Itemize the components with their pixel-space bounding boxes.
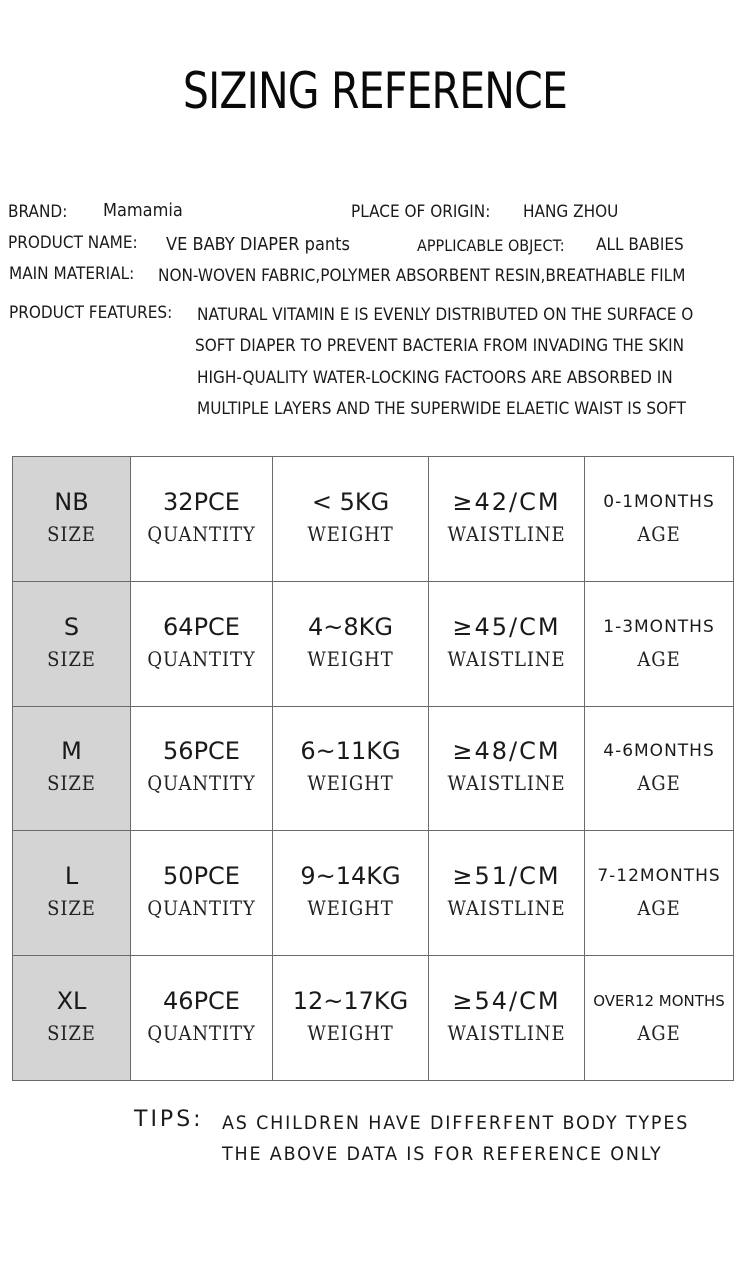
age-label: AGE — [637, 896, 681, 921]
waist-value: ≥51/CM — [452, 862, 561, 891]
waist-value: ≥48/CM — [452, 737, 561, 766]
age-label: AGE — [637, 646, 681, 671]
size-cell — [13, 581, 131, 706]
quantity-cell — [131, 956, 273, 1081]
waist-label: WAISTLINE — [447, 896, 566, 921]
size-value: XL — [56, 987, 87, 1016]
age-value: 4-6MONTHS — [603, 741, 715, 762]
age-label: AGE — [637, 1021, 681, 1046]
waist-label: WAISTLINE — [447, 771, 566, 796]
age-cell — [585, 831, 734, 956]
weight-value: 6~11KG — [300, 737, 401, 766]
age-cell — [585, 457, 734, 582]
weight-label: WEIGHT — [307, 521, 394, 546]
origin-value: HANG ZHOU — [523, 202, 619, 222]
weight-value: 12~17KG — [292, 987, 409, 1016]
features-line: NATURAL VITAMIN E IS EVENLY DISTRIBUTED ON THE SURFACE O — [197, 305, 694, 325]
weight-value: 4~8KG — [308, 612, 393, 641]
size-label: SIZE — [47, 896, 96, 921]
quantity-cell — [131, 457, 273, 582]
age-value: OVER12 MONTHS — [593, 992, 725, 1011]
size-label: SIZE — [47, 521, 96, 546]
waist-label: WAISTLINE — [447, 646, 566, 671]
age-value: 7-12MONTHS — [597, 866, 721, 887]
product-name-value: VE BABY DIAPER pants — [166, 234, 350, 255]
tips-line: THE ABOVE DATA IS FOR REFERENCE ONLY — [222, 1143, 663, 1165]
size-label: SIZE — [47, 771, 96, 796]
table-row — [13, 457, 734, 582]
weight-cell — [273, 581, 429, 706]
quantity-value: 50PCE — [163, 862, 240, 891]
quantity-label: QUANTITY — [147, 646, 256, 671]
quantity-value: 46PCE — [163, 987, 240, 1016]
age-cell — [585, 581, 734, 706]
features-line: SOFT DIAPER TO PREVENT BACTERIA FROM INVADING THE SKIN — [195, 336, 685, 356]
waist-cell — [429, 831, 585, 956]
size-value: L — [64, 862, 79, 891]
weight-cell — [273, 831, 429, 956]
quantity-value: 32PCE — [163, 487, 240, 516]
page-title: SIZING REFERENCE — [182, 62, 568, 120]
size-cell — [13, 457, 131, 582]
material-label: MAIN MATERIAL: — [9, 264, 135, 284]
quantity-cell — [131, 706, 273, 831]
weight-cell — [273, 457, 429, 582]
quantity-cell — [131, 581, 273, 706]
quantity-label: QUANTITY — [147, 896, 256, 921]
waist-cell — [429, 706, 585, 831]
tips-label: TIPS: — [134, 1107, 204, 1132]
quantity-cell — [131, 831, 273, 956]
quantity-value: 64PCE — [163, 612, 240, 641]
age-value: 1-3MONTHS — [603, 616, 715, 637]
quantity-label: QUANTITY — [147, 771, 256, 796]
size-label: SIZE — [47, 646, 96, 671]
size-value: S — [63, 612, 80, 641]
quantity-label: QUANTITY — [147, 521, 256, 546]
applicable-label: APPLICABLE OBJECT: — [417, 236, 565, 255]
table-row — [13, 706, 734, 831]
weight-label: WEIGHT — [307, 646, 394, 671]
weight-cell — [273, 956, 429, 1081]
origin-label: PLACE OF ORIGIN: — [351, 202, 491, 222]
waist-value: ≥42/CM — [452, 487, 561, 516]
weight-cell — [273, 706, 429, 831]
quantity-label: QUANTITY — [147, 1021, 256, 1046]
size-table — [12, 456, 734, 1081]
weight-value: 9~14KG — [300, 862, 401, 891]
quantity-value: 56PCE — [163, 737, 240, 766]
age-value: 0-1MONTHS — [603, 491, 715, 512]
waist-cell — [429, 956, 585, 1081]
size-cell — [13, 706, 131, 831]
features-label: PRODUCT FEATURES: — [9, 303, 173, 323]
table-row — [13, 831, 734, 956]
tips-line: AS CHILDREN HAVE DIFFERFENT BODY TYPES — [222, 1112, 690, 1134]
size-cell — [13, 956, 131, 1081]
applicable-value: ALL BABIES — [596, 235, 684, 255]
brand-value: Mamamia — [103, 200, 183, 221]
size-label: SIZE — [47, 1021, 96, 1046]
size-value: M — [61, 737, 82, 766]
age-label: AGE — [637, 771, 681, 796]
age-cell — [585, 706, 734, 831]
size-value: NB — [54, 487, 89, 516]
brand-label: BRAND: — [8, 202, 68, 222]
age-cell — [585, 956, 734, 1081]
waist-cell — [429, 457, 585, 582]
waist-value: ≥45/CM — [452, 612, 561, 641]
waist-cell — [429, 581, 585, 706]
features-line: HIGH-QUALITY WATER-LOCKING FACTOORS ARE ABSORBED IN — [197, 368, 673, 388]
material-value: NON-WOVEN FABRIC,POLYMER ABSORBENT RESIN,BREATHABLE FILM — [158, 266, 686, 286]
product-name-label: PRODUCT NAME: — [8, 233, 138, 253]
waist-label: WAISTLINE — [447, 1021, 566, 1046]
waist-value: ≥54/CM — [452, 987, 561, 1016]
age-label: AGE — [637, 521, 681, 546]
weight-label: WEIGHT — [307, 771, 394, 796]
table-row — [13, 956, 734, 1081]
table-row — [13, 581, 734, 706]
features-line: MULTIPLE LAYERS AND THE SUPERWIDE ELAETIC WAIST IS SOFT — [197, 399, 687, 419]
waist-label: WAISTLINE — [447, 521, 566, 546]
weight-label: WEIGHT — [307, 896, 394, 921]
weight-value: < 5KG — [311, 487, 390, 516]
size-cell — [13, 831, 131, 956]
weight-label: WEIGHT — [307, 1021, 394, 1046]
